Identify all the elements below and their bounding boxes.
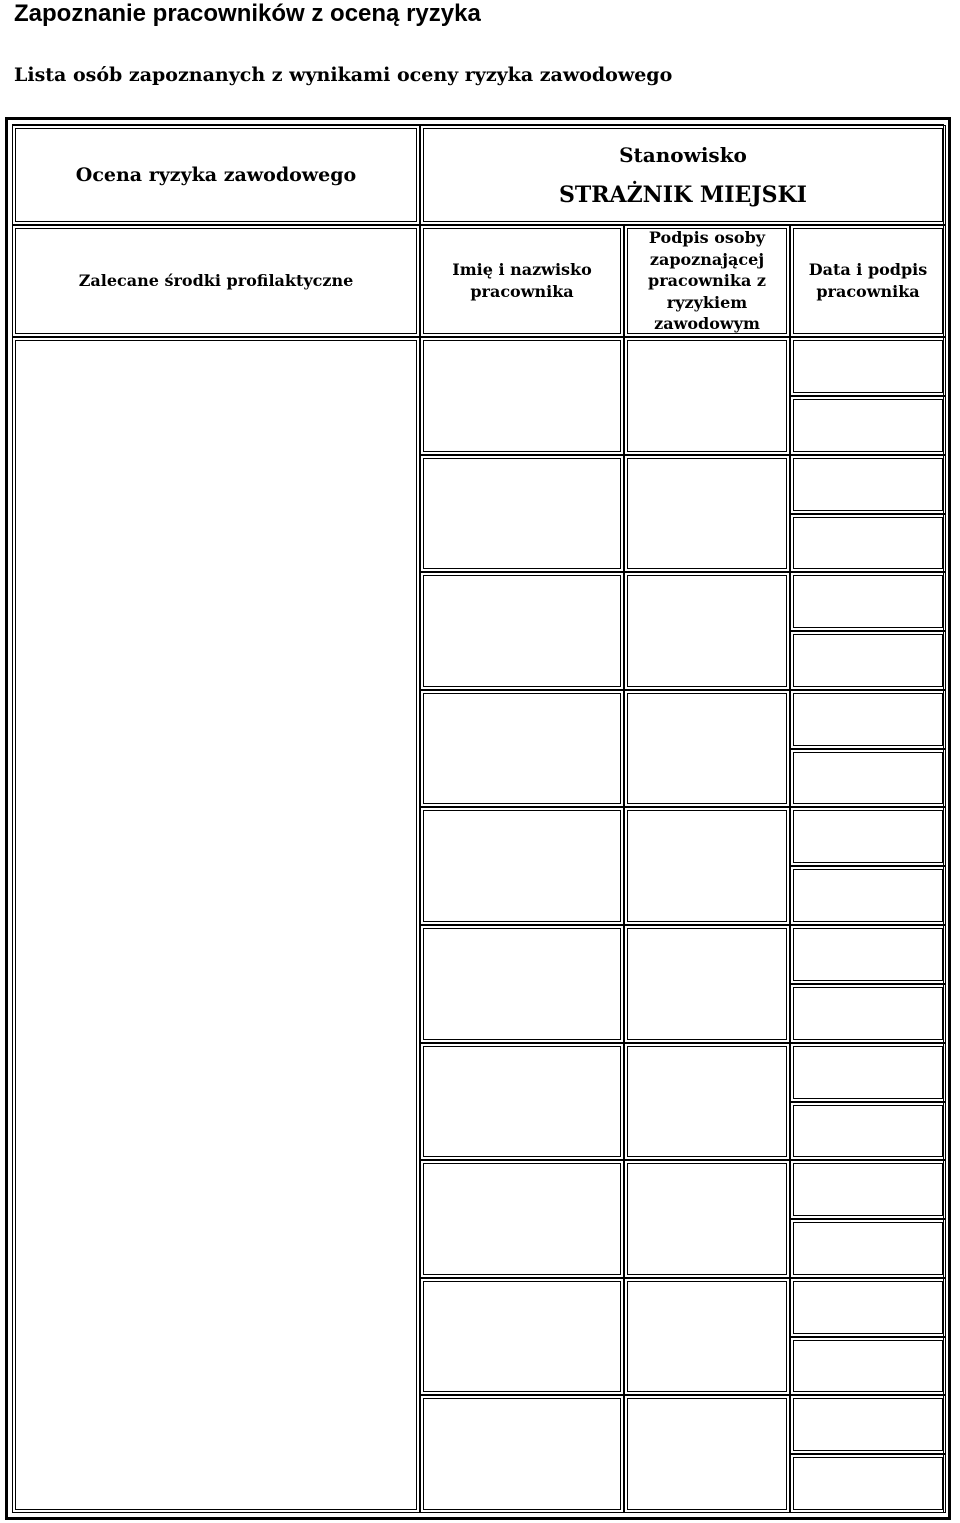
date-cell[interactable] xyxy=(790,925,946,984)
employee-signature-cell[interactable] xyxy=(790,1102,946,1160)
employee-name-cell[interactable] xyxy=(420,925,624,1043)
header-supervisor-signature xyxy=(624,225,790,337)
supervisor-signature-cell[interactable] xyxy=(624,1160,790,1278)
employee-name-cell[interactable] xyxy=(420,1395,624,1513)
header-date-signature xyxy=(790,225,946,337)
employee-signature-cell[interactable] xyxy=(790,1219,946,1278)
employee-signature-cell[interactable] xyxy=(790,396,946,455)
date-cell[interactable] xyxy=(790,1278,946,1337)
employee-signature-cell[interactable] xyxy=(790,1454,946,1513)
supervisor-signature-cell[interactable] xyxy=(624,807,790,925)
header-supervisor-signature-label: Podpis osoby zapoznającej pracownika z ryzykiem zawodowym xyxy=(648,228,766,334)
employee-name-cell[interactable] xyxy=(420,455,624,572)
employee-name-cell[interactable] xyxy=(420,807,624,925)
supervisor-signature-cell[interactable] xyxy=(624,1278,790,1395)
date-cell[interactable] xyxy=(790,1160,946,1219)
supervisor-signature-cell[interactable] xyxy=(624,1395,790,1513)
supervisor-signature-cell[interactable] xyxy=(624,925,790,1043)
header-risk-assessment xyxy=(12,125,420,225)
supervisor-signature-cell[interactable] xyxy=(624,690,790,807)
employee-name-cell[interactable] xyxy=(420,1043,624,1160)
employee-signature-cell[interactable] xyxy=(790,984,946,1043)
header-date-signature-label: Data i podpis pracownika xyxy=(808,260,928,301)
employee-name-cell[interactable] xyxy=(420,572,624,690)
employee-name-cell[interactable] xyxy=(420,690,624,807)
date-cell[interactable] xyxy=(790,337,946,396)
employee-name-cell[interactable] xyxy=(420,337,624,455)
employee-name-cell[interactable] xyxy=(420,1278,624,1395)
date-cell[interactable] xyxy=(790,1395,946,1454)
header-employee-name xyxy=(420,225,624,337)
page-title: Zapoznanie pracowników z oceną ryzyka xyxy=(14,0,481,27)
date-cell[interactable] xyxy=(790,807,946,866)
header-risk-assessment-label: Ocena ryzyka zawodowego xyxy=(75,164,357,186)
date-cell[interactable] xyxy=(790,690,946,749)
date-cell[interactable] xyxy=(790,572,946,631)
page-subtitle: Lista osób zapoznanych z wynikami oceny ryzyka zawodowego xyxy=(14,64,673,86)
position-value: STRAŻNIK MIEJSKI xyxy=(559,182,807,208)
date-cell[interactable] xyxy=(790,455,946,514)
employee-signature-cell[interactable] xyxy=(790,749,946,807)
header-employee-name-label: Imię i nazwisko pracownika xyxy=(452,260,592,301)
header-preventive-measures-label: Zalecane środki profilaktyczne xyxy=(78,271,354,290)
supervisor-signature-cell[interactable] xyxy=(624,455,790,572)
header-preventive-measures xyxy=(12,225,420,337)
employee-signature-cell[interactable] xyxy=(790,514,946,572)
supervisor-signature-cell[interactable] xyxy=(624,337,790,455)
position-label: Stanowisko xyxy=(619,143,747,167)
employee-signature-cell[interactable] xyxy=(790,866,946,925)
supervisor-signature-cell[interactable] xyxy=(624,572,790,690)
employee-name-cell[interactable] xyxy=(420,1160,624,1278)
preventive-measures-cell[interactable] xyxy=(12,337,420,1513)
employee-signature-cell[interactable] xyxy=(790,1337,946,1395)
employee-signature-cell[interactable] xyxy=(790,631,946,690)
header-position xyxy=(420,125,946,225)
date-cell[interactable] xyxy=(790,1043,946,1102)
supervisor-signature-cell[interactable] xyxy=(624,1043,790,1160)
